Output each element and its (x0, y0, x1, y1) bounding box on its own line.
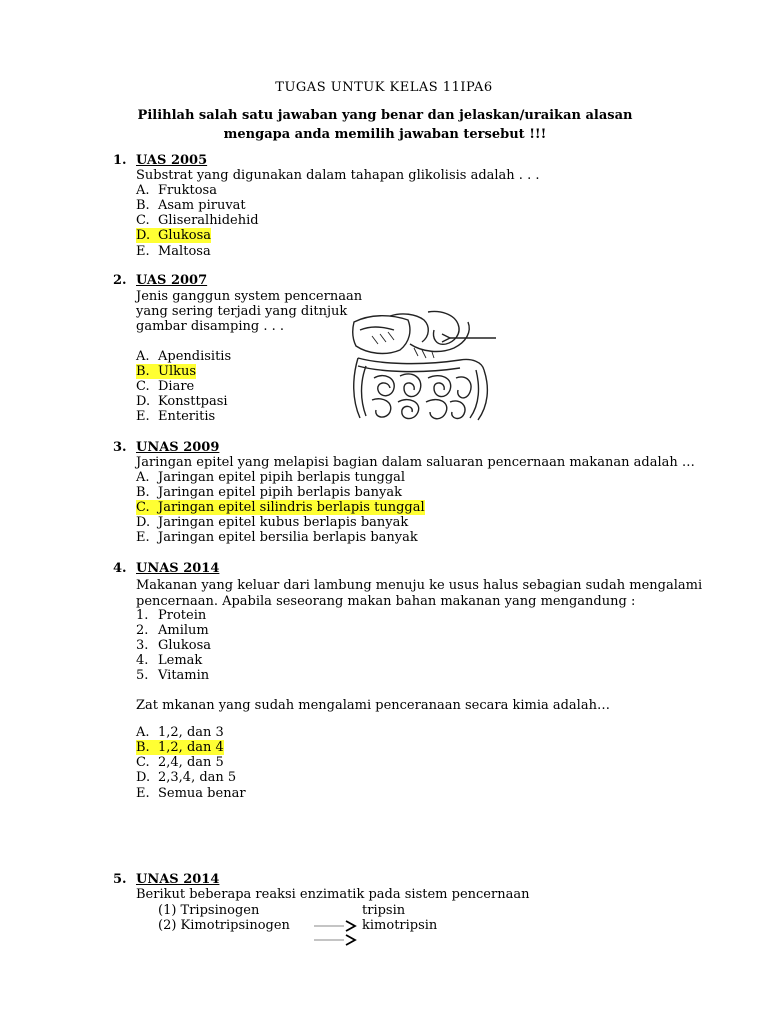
q4-item-2: 2. Amilum (136, 623, 209, 638)
q1-option-c: C. Gliseralhidehid (136, 213, 259, 228)
q5-number: 5. (113, 872, 127, 887)
q3-option-b: B. Jaringan epitel pipih berlapis banyak (136, 485, 402, 500)
q1-option-a: A. Fruktosa (136, 183, 217, 198)
q1-text: Substrat yang digunakan dalam tahapan glikolisis adalah . . . (136, 168, 540, 183)
q5-reaction-1-left: (1) Tripsinogen (158, 903, 260, 918)
page-title: TUGAS UNTUK KELAS 11IPA6 (275, 80, 493, 95)
q4-option-c: C. 2,4, dan 5 (136, 755, 224, 770)
q2-option-d: D. Konsttpasi (136, 394, 228, 409)
q3-option-c: C. Jaringan epitel silindris berlapis tunggal (136, 500, 425, 515)
q2-number: 2. (113, 273, 127, 288)
q3-heading: UNAS 2009 (136, 440, 220, 455)
q4-question: Zat mkanan yang sudah mengalami penceranaan secara kimia adalah… (136, 698, 610, 713)
q5-reaction-2-right: kimotripsin (362, 918, 438, 933)
q3-number: 3. (113, 440, 127, 455)
q1-number: 1. (113, 153, 127, 168)
q5-reaction-2-left: (2) Kimotripsinogen (158, 918, 290, 933)
q2-option-b: B. Ulkus (136, 364, 197, 379)
q4-number: 4. (113, 561, 127, 576)
q4-item-4: 4. Lemak (136, 653, 203, 668)
q4-option-d: D. 2,3,4, dan 5 (136, 770, 237, 785)
q2-option-a: A. Apendisitis (136, 349, 232, 364)
q5-text: Berikut beberapa reaksi enzimatik pada sistem pencernaan (136, 887, 530, 902)
q4-option-a: A. 1,2, dan 3 (136, 725, 224, 740)
q3-option-a: A. Jaringan epitel pipih berlapis tunggal (136, 470, 406, 485)
q3-text: Jaringan epitel yang melapisi bagian dalam saluaran pencernaan makanan adalah … (136, 455, 695, 470)
q3-option-d: D. Jaringan epitel kubus berlapis banyak (136, 515, 409, 530)
q2-text-line2: yang sering terjadi yang ditnjuk (136, 304, 348, 319)
q2-text-line1: Jenis ganggun system pencernaan (136, 289, 363, 304)
q4-item-3: 3. Glukosa (136, 638, 212, 653)
q1-option-b: B. Asam piruvat (136, 198, 246, 213)
q2-text-line3: gambar disamping . . . (136, 319, 285, 334)
instruction-text: Pilihlah salah satu jawaban yang benar dan jelaskan/uraikan alasan mengapa anda memilih jawaban tersebut !!! (137, 108, 633, 142)
q4-text-line1: Makanan yang keluar dari lambung menuju ke usus halus sebagian sudah mengalami (136, 578, 703, 593)
q1-heading: UAS 2005 (136, 153, 208, 168)
q5-reaction-1-right: tripsin (362, 903, 406, 918)
q4-item-1: 1. Protein (136, 608, 207, 623)
q4-item-5: 5. Vitamin (136, 668, 210, 683)
q1-option-e: E. Maltosa (136, 244, 211, 259)
q3-option-e: E. Jaringan epitel bersilia berlapis banyak (136, 530, 418, 545)
q2-option-c: C. Diare (136, 379, 195, 394)
q2-heading: UAS 2007 (136, 273, 208, 288)
q5-heading: UNAS 2014 (136, 872, 220, 887)
reaction-arrows (312, 918, 360, 948)
q4-text-line2: pencernaan. Apabila seseorang makan bahan makanan yang mengandung : (136, 594, 636, 609)
q4-option-b: B. 1,2, dan 4 (136, 740, 224, 755)
q2-option-e: E. Enteritis (136, 409, 216, 424)
q1-option-d: D. Glukosa (136, 228, 212, 243)
digestive-system-illustration (350, 308, 500, 426)
q4-heading: UNAS 2014 (136, 561, 220, 576)
q4-option-e: E. Semua benar (136, 786, 246, 801)
